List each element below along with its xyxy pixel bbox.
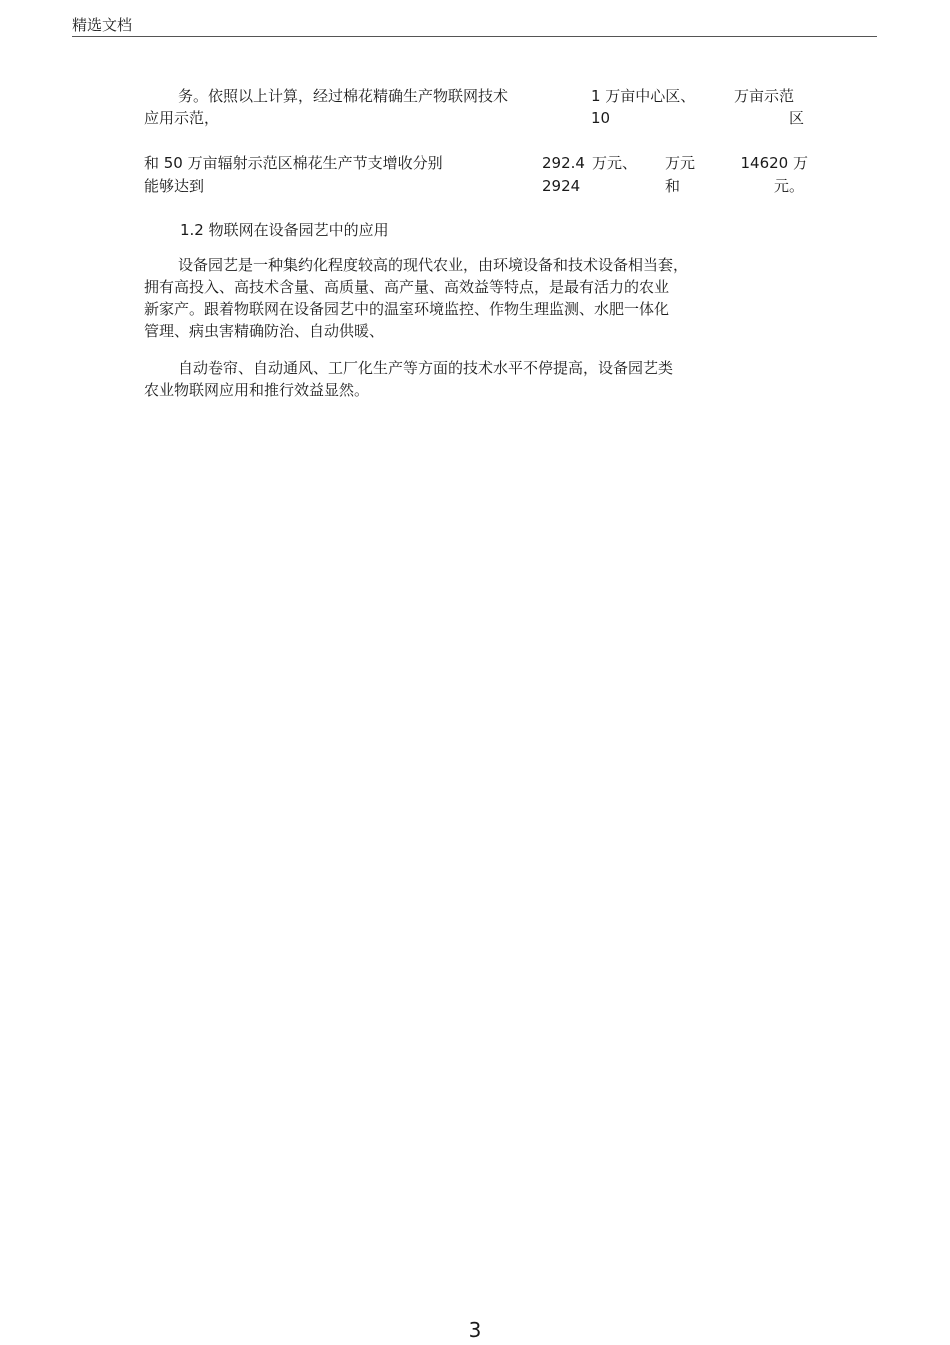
row1-col2-line2: 10	[591, 109, 611, 127]
paragraph1-line2: 拥有高投入、高技术含量、高质量、高产量、高效益等特点，是最有活力的农业	[144, 278, 670, 296]
row2-total-line1: 14620 万	[740, 154, 808, 172]
row2-unit-1: 万元、	[592, 154, 638, 172]
row1-left-line2: 应用示范，	[144, 109, 220, 127]
page-number: 3	[468, 1318, 482, 1342]
paragraph2-line1: 自动卷帘、自动通风、工厂化生产等方面的技术水平不停提高，设备园艺类	[178, 359, 674, 377]
row2-conjunction: 和	[665, 177, 681, 195]
paragraph1-line1: 设备园艺是一种集约化程度较高的现代农业，由环境设备和技术设备相当套，	[178, 256, 689, 274]
row2-unit-2: 万元	[665, 154, 696, 172]
row2-left-line2: 能够达到	[144, 177, 205, 195]
row2-left-line1: 和 50 万亩辐射示范区棉花生产节支增收分别	[144, 154, 443, 172]
row1-left-line1: 务。依照以上计算，经过棉花精确生产物联网技术	[178, 87, 509, 105]
section-heading: 1.2 物联网在设备园艺中的应用	[180, 221, 389, 239]
row1-col3-line1: 万亩示范	[734, 87, 795, 105]
paragraph1-line3: 新家产。跟着物联网在设备园艺中的温室环境监控、作物生理监测、水肥一体化	[144, 300, 670, 318]
row2-total-line2: 元。	[773, 177, 804, 195]
paragraph2-line2: 农业物联网应用和推行效益显然。	[144, 381, 370, 399]
row1-col2-line1: 1 万亩中心区、	[591, 87, 696, 105]
row2-number-1: 292.4	[542, 154, 585, 172]
row2-number-2: 2924	[542, 177, 581, 195]
paragraph1-line4: 管理、病虫害精确防治、自动供暖、	[144, 322, 385, 340]
row1-col3-line2: 区	[788, 109, 804, 127]
header-title: 精选文档	[72, 16, 133, 34]
header-divider	[72, 36, 877, 37]
